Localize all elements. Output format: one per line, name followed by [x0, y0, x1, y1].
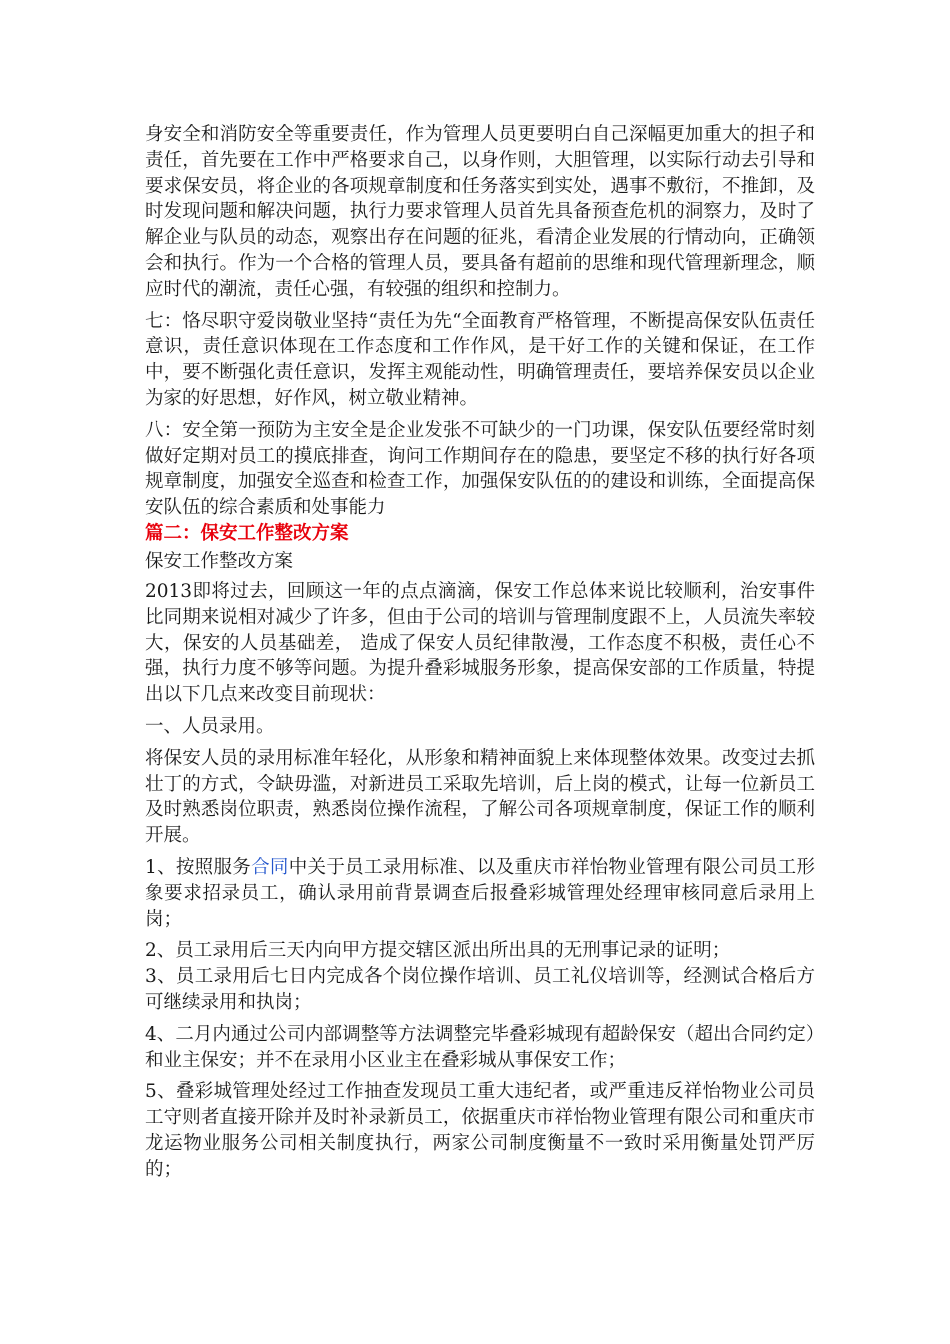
paragraph-eight: 八：安全第一预防为主安全是企业发张不可缺少的一门功课，保安队伍要经常时刻做好定期对员工的摸底排查，询问工作期间存在的隐患，要坚定不移的执行好各项规章制度，加强安全巡查和检查工作，加强保安队伍的的建设和训练，全面提高保安队伍的综合素质和处事能力 [145, 419, 815, 519]
item-one-body: 将保安人员的录用标准年轻化，从形象和精神面貌上来体现整体效果。改变过去抓壮丁的方式，令缺毋滥，对新进员工采取先培训，后上岗的模式，让每一位新员工及时熟悉岗位职责，熟悉岗位操作流程，了解公司各项规章制度，保证工作的顺利开展。 [145, 747, 815, 847]
document-body [145, 122, 815, 1188]
rule-3: 3、员工录用后七日内完成各个岗位操作培训、员工礼仪培训等，经测试合格后方可继续录用和执岗； [145, 966, 815, 1013]
rule-1-end: 中关于员工录用标准、以及重庆市祥怡物业管理有限公司员工形象要求招录员工，确认录用前背景调查后报叠彩城管理处经理审核同意后录用上岗； [145, 856, 815, 930]
paragraph-seven: 七：恪尽职守爱岗敬业坚持“责任为先“全面教育严格管理，不断提高保安队伍责任意识，责任意识体现在工作态度和工作作风，是干好工作的关键和保证，在工作中，要不断强化责任意识，发挥主观能动性，明确管理责任，要培养保安员以企业为家的好思想，好作风，树立敬业精神。 [145, 310, 815, 409]
item-one-title: 一、人员录用。 [145, 715, 275, 737]
section-heading: 篇二：保安工作整改方案 [145, 522, 349, 544]
rule-1 [145, 855, 815, 932]
contract-link[interactable]: 合同 [251, 856, 289, 878]
rule-1-start: 1、按照服务 [145, 856, 252, 878]
intro-paragraph: 2013即将过去，回顾这一年的点点滴滴，保安工作总体来说比较顺利，治安事件比同期来说相对减少了许多，但由于公司的培训与管理制度跟不上，人员流失率较大，保安的人员基础差， 造成了保安人员纪律散漫，工作态度不积极，责任心不强，执行力度不够等问题。为提升叠彩城服务形象，提高保安部的工作质量，特提出以下几点来改变目前现状： [145, 580, 815, 706]
paragraph-responsibility: 身安全和消防安全等重要责任，作为管理人员更要明白自己深幅更加重大的担子和责任，首先要在工作中严格要求自己，以身作则，大胆管理，以实际行动去引导和要求保安员，将企业的各项规章制度和任务落实到实处，遇事不敷衍，不推卸，及时发现问题和解决问题，执行力要求管理人员首先具备预查危机的洞察力，及时了解企业与队员的动态，观察出存在问题的征兆，看清企业发展的行情动向，正确领会和执行。作为一个合格的管理人员，要具备有超前的思维和现代管理新理念，顺应时代的潮流，责任心强，有较强的组织和控制力。 [145, 124, 815, 300]
rule-5: 5、叠彩城管理处经过工作抽查发现员工重大违纪者，或严重违反祥怡物业公司员工守则者直接开除并及时补录新员工，依据重庆市祥怡物业管理有限公司和重庆市龙运物业服务公司相关制度执行，两家公司制度衡量不一致时采用衡量处罚严厉的； [145, 1081, 815, 1180]
section-subtitle: 保安工作整改方案 [145, 550, 294, 572]
rule-4: 4、二月内通过公司内部调整等方法调整完毕叠彩城现有超龄保安（超出合同约定）和业主保安；并不在录用小区业主在叠彩城从事保安工作； [145, 1023, 815, 1071]
rule-2: 2、员工录用后三天内向甲方提交辖区派出所出具的无刑事记录的证明； [145, 940, 731, 962]
